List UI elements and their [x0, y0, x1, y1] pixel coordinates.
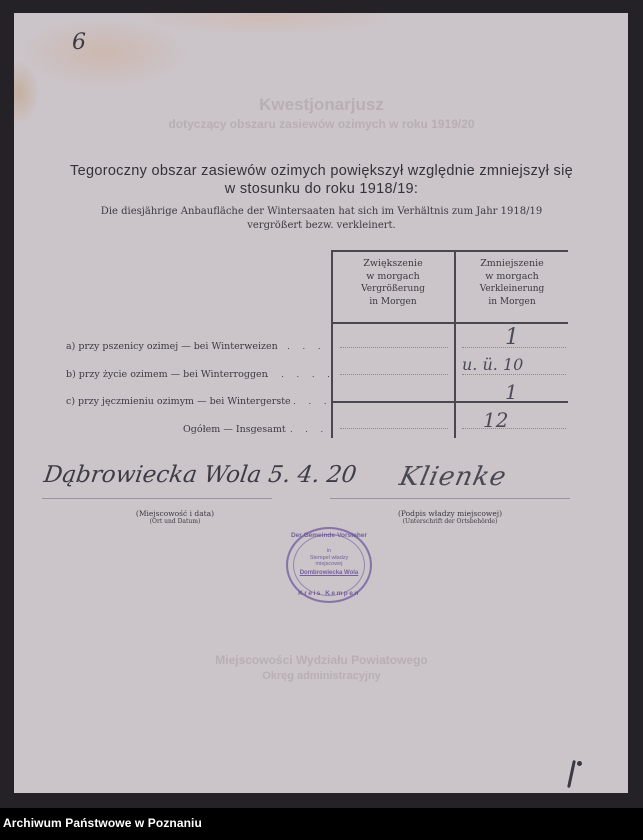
row-a-decrease-value: 1 [505, 325, 519, 350]
col2-pl-line1: Zmniejszenie [480, 258, 544, 269]
table-total-rule [331, 401, 568, 403]
stamp-ring-bottom: Kreis Kempen [298, 590, 360, 597]
stamp-inner-line3: miejscowej [315, 561, 343, 567]
entry-line [462, 428, 566, 429]
stamp-inner-line1: in [326, 548, 332, 554]
col2-de-line1: Verkleinerung [479, 284, 545, 294]
bleed-through-subtitle: dotyczący obszaru zasiewów ozimych w roku 1919/20 [168, 117, 475, 131]
entry-line [462, 374, 566, 375]
row-label-rye: b) przy życie ozimem — bei Winterroggen [66, 369, 268, 380]
title-de-line1: Die diesjährige Anbaufläche der Wintersaaten hat sich im Verhältnis zum Jahr 1918/19 [100, 206, 543, 217]
stamp-inner-text [288, 548, 370, 576]
signature-line [330, 498, 570, 499]
column-header-decrease [456, 258, 568, 308]
col1-de-line2: in Morgen [369, 296, 417, 307]
entry-line [340, 428, 448, 429]
title-pl-line2: w stosunku do roku 1918/19: [224, 181, 419, 197]
col2-pl-line2: w morgach [485, 270, 539, 282]
row-dots: . . . . [272, 341, 326, 352]
title-de-line2: vergrößert bezw. verkleinert. [247, 220, 396, 231]
handwritten-place-date: Dąbrowiecka Wola 5. 4. 20 [42, 462, 359, 488]
caption-de: (Unterschrift der Ortsbehörde) [402, 518, 498, 525]
caption-pl: (Podpis władzy miejscowej) [397, 509, 503, 518]
handwritten-page-number: 6 [72, 30, 86, 55]
row-b-decrease-value: u. ü. 10 [462, 355, 524, 374]
row-c-decrease-value: 1 [505, 380, 518, 404]
table-top-rule [331, 250, 568, 252]
caption-de: (Ort und Datum) [149, 518, 201, 525]
form-title-polish [40, 162, 603, 198]
row-label-total: Ogółem — Insgesamt [183, 424, 286, 435]
ink-spot [577, 761, 582, 766]
bleed-through-line3: Miejscowości Wydziału Powiatowego [215, 653, 428, 667]
row-dots: . . . [290, 424, 329, 435]
authority-caption [370, 509, 530, 525]
col1-pl-line2: w morgach [366, 270, 420, 282]
table-header-rule [331, 322, 568, 324]
row-dots: . . . . . [266, 369, 335, 380]
stamp-ring-top: Der Gemeinde-Vorsteher [290, 532, 368, 539]
row-dots: . . . . [278, 396, 332, 407]
title-pl-line1: Tegoroczny obszar zasiewów ozimych powiększył względnie zmniejszył się [70, 163, 573, 179]
total-decrease-value: 12 [483, 408, 509, 432]
form-title-german [40, 205, 603, 233]
col1-pl-line1: Zwiększenie [363, 258, 423, 269]
col2-de-line2: in Morgen [488, 296, 536, 307]
entry-line [340, 374, 448, 375]
official-stamp [286, 527, 372, 603]
place-date-line [42, 498, 272, 499]
column-header-increase [333, 258, 453, 308]
bleed-through-line4: Okręg administracyjny [262, 670, 381, 682]
handwritten-authority-signature: Klienke [396, 462, 510, 492]
row-label-barley: c) przy jęczmieniu ozimym — bei Wintergerste [66, 396, 291, 407]
stamp-inner-line2: Stempel władzy [309, 554, 349, 561]
row-label-wheat: a) przy pszenicy ozimej — bei Winterweizen [66, 341, 278, 352]
bleed-through-title: Kwestjonarjusz [259, 95, 384, 114]
archive-name: Archiwum Państwowe w Poznaniu [3, 816, 202, 830]
caption-pl: (Miejscowość i data) [135, 509, 215, 518]
stamp-municipality-name: Dombrowiecka Wola [299, 569, 359, 576]
place-date-caption [110, 509, 240, 525]
col1-de-line1: Vergrößerung [361, 284, 425, 294]
entry-line [340, 347, 448, 348]
